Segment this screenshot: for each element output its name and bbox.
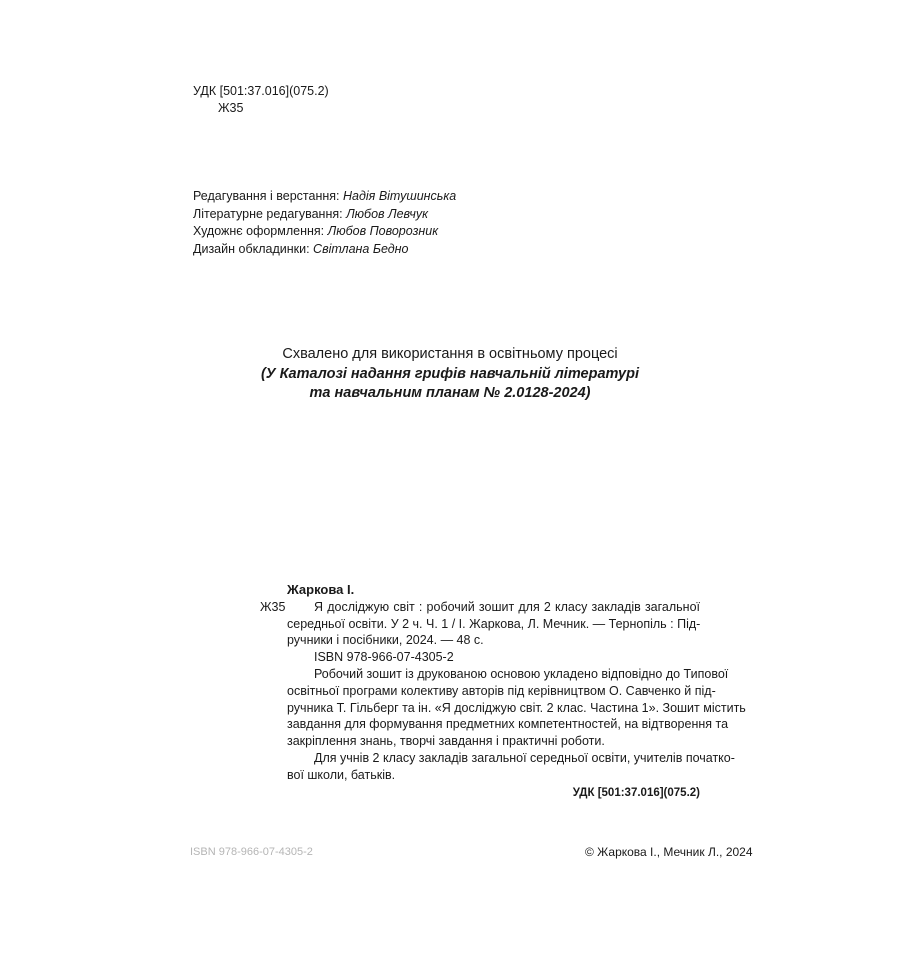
record-audience-line: Для учнів 2 класу закладів загальної середньої освіти, учителів початко- (314, 750, 735, 765)
credits-block (193, 188, 456, 258)
credit-line (193, 206, 456, 224)
record-abstract-line: Робочий зошит із друкованою основою укладено відповідно до Типової (314, 666, 729, 681)
record-abstract-line: ручника Т. Гільберг та ін. «Я досліджую світ. 2 клас. Частина 1». Зошит містить (287, 700, 746, 715)
record-isbn: ISBN 978-966-07-4305-2 (314, 650, 454, 665)
approval-catalog-line: (У Каталозі надання грифів навчальній літературі (260, 365, 640, 382)
credit-role: Художнє оформлення: (193, 224, 325, 238)
record-audience-line: вої школи, батьків. (287, 767, 396, 782)
record-author-mark: Ж35 (260, 599, 286, 614)
credit-line (193, 223, 456, 241)
credit-role: Дизайн обкладинки: (193, 241, 310, 256)
record-abstract-line: закріплення знань, творчі завдання і практичні роботи. (287, 734, 605, 749)
record-abstract-line: освітньої програми колективу авторів під керівництвом О. Савченко й під- (287, 683, 716, 698)
record-desc-line: Я досліджую світ : робочий зошит для 2 класу закладів загальної (314, 599, 700, 614)
author-mark: Ж35 (218, 101, 244, 115)
record-udk: УДК [501:37.016](075.2) (572, 786, 700, 799)
credit-line (193, 188, 456, 206)
record-desc-line: середньої освіти. У 2 ч. Ч. 1 / І. Жаркова, Л. Мечник. — Тернопіль : Під- (287, 616, 701, 631)
record-abstract-line: завдання для формування предметних компетентностей, на відтворення та (287, 717, 729, 732)
credit-name: Світлана Бедно (313, 241, 409, 256)
footer-copyright: © Жаркова І., Мечник Л., 2024 (585, 845, 753, 859)
record-desc-line: ручники і посібники, 2024. — 48 с. (287, 633, 484, 648)
approval-notice (0, 345, 900, 404)
record-row (260, 599, 746, 802)
credit-name: Надія Вітушинська (343, 189, 457, 203)
credit-role: Редагування і верстання: (193, 189, 340, 203)
footer-isbn: ISBN 978-966-07-4305-2 (190, 846, 313, 858)
record-body (287, 599, 746, 802)
udk-code: УДК [501:37.016](075.2) (193, 84, 329, 98)
approval-catalog-line: та навчальним планам № 2.0128-2024) (309, 385, 591, 401)
bibliographic-record (260, 582, 746, 801)
credit-name: Любов Поворозник (327, 224, 439, 238)
approval-line: Схвалено для використання в освітньому процесі (282, 346, 618, 362)
credit-name: Любов Левчук (346, 206, 428, 221)
udk-block (193, 83, 329, 117)
credit-line (193, 241, 456, 259)
credit-role: Літературне редагування: (193, 206, 343, 221)
record-author: Жаркова І. (287, 582, 355, 597)
